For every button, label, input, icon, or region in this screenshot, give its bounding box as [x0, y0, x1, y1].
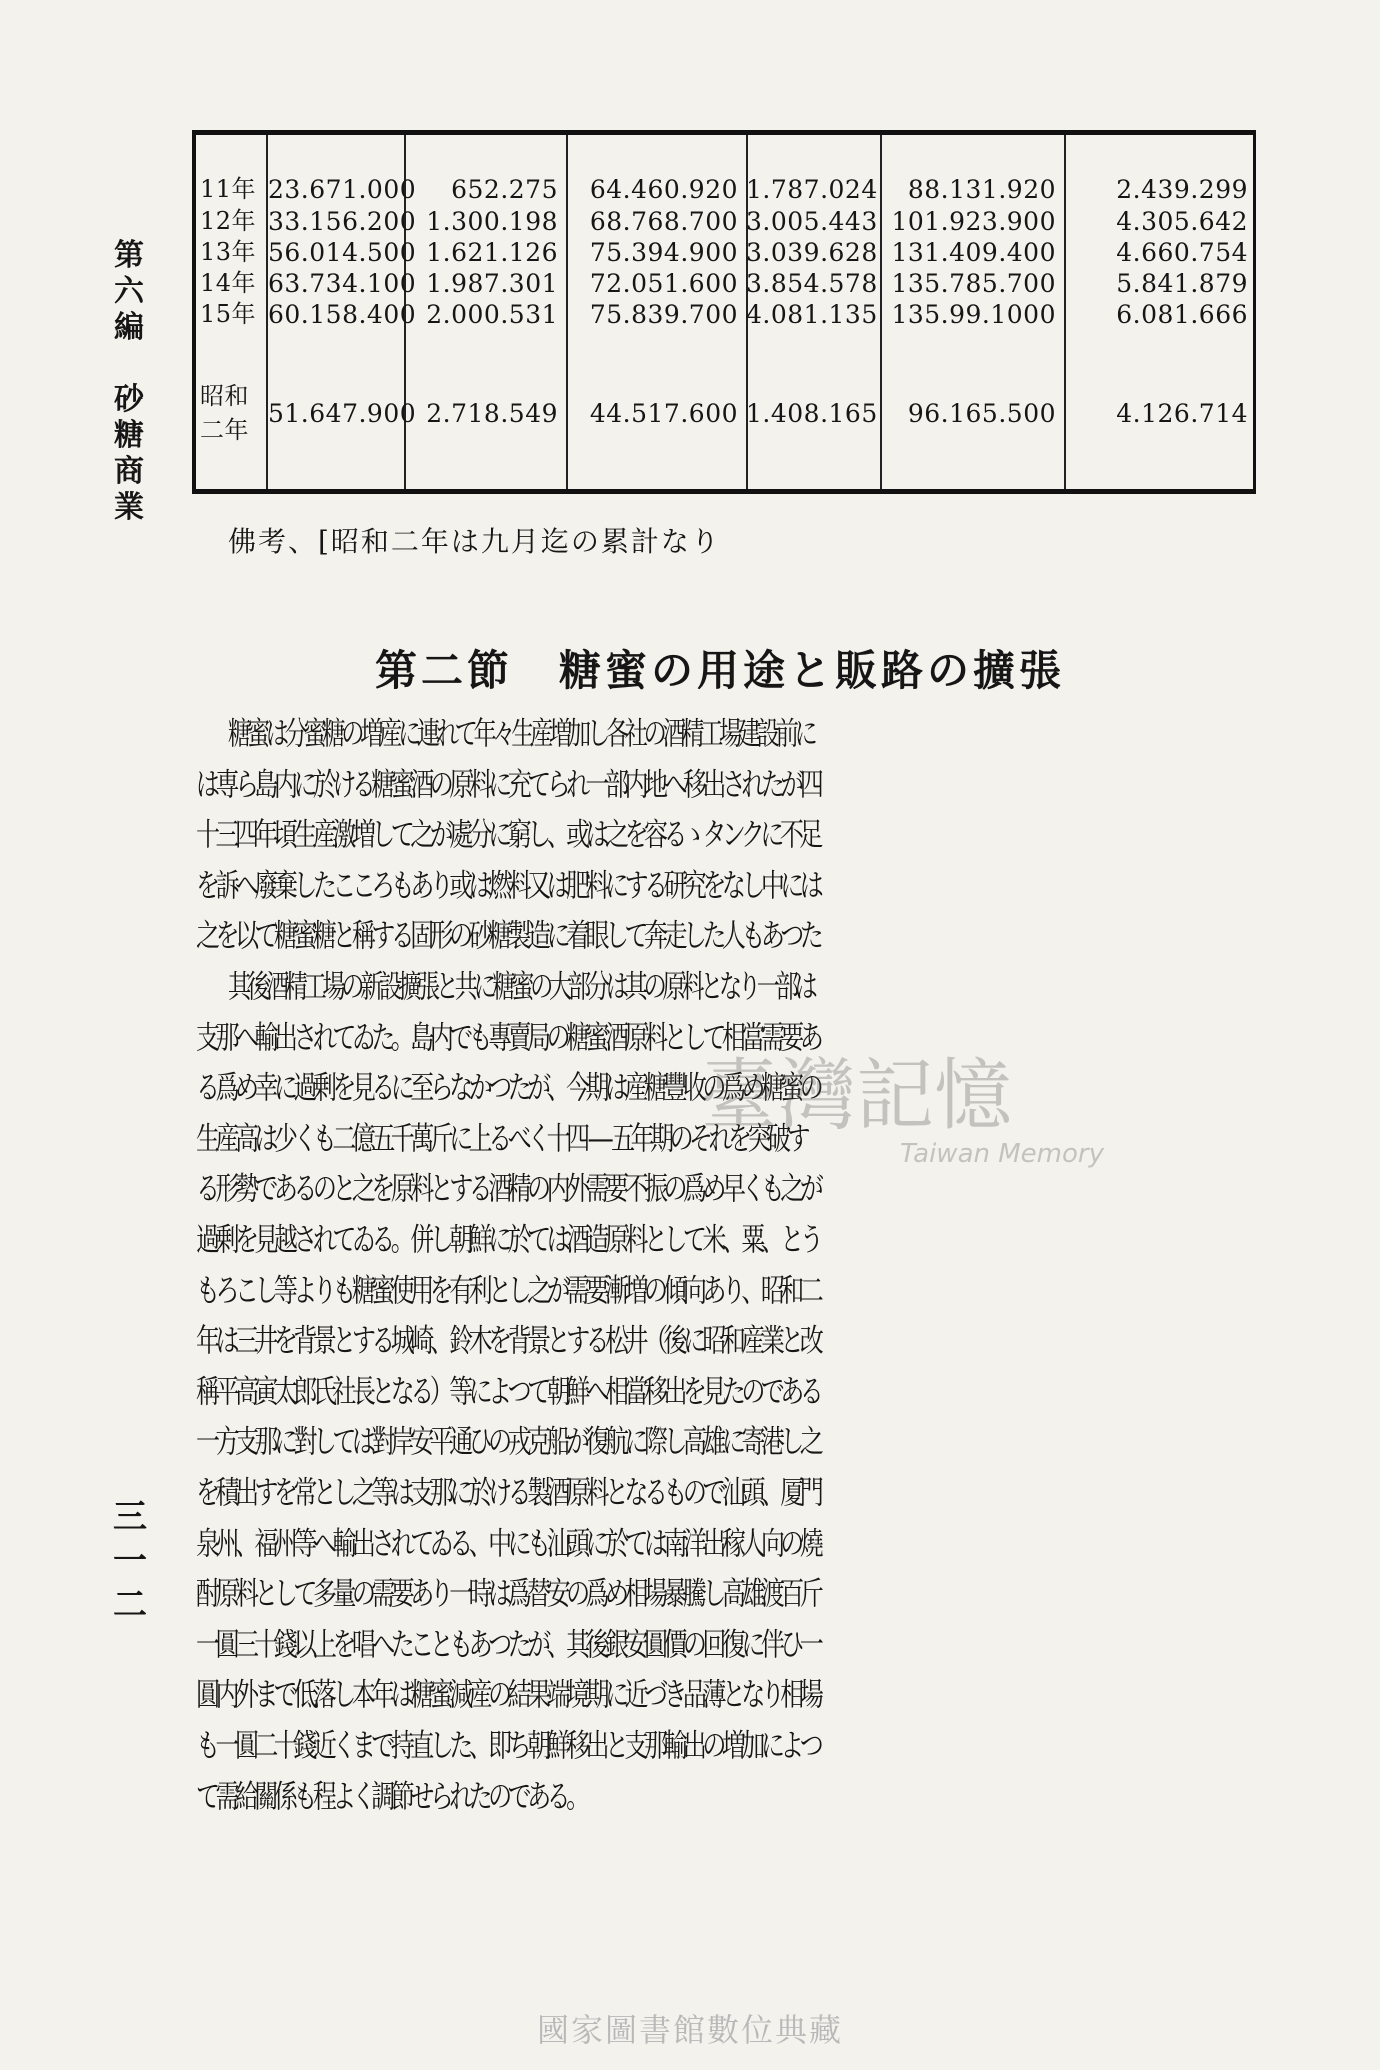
running-title-char: 砂: [114, 382, 144, 417]
body-line: 一圓三十錢以上を唱へたこともあつたが、其後銀安圓價の回復に伴ひ一: [196, 1626, 820, 1663]
body-line: 支那へ輸出されてゐた。島内でも專賣局の糖蜜酒原料として相當需要あ: [196, 1019, 820, 1056]
table-cell: 3.005.443: [746, 207, 878, 236]
running-title-char: 業: [114, 490, 144, 525]
body-line: る爲め幸に過剰を見るに至らなかつたが、今期は産糖豐收の爲め糖蜜の: [196, 1070, 820, 1107]
section-heading: [0, 638, 1380, 698]
table-row: [196, 379, 1253, 444]
table-cell: 6.081.666: [1116, 300, 1248, 329]
page-number: [112, 1495, 148, 1627]
table-cell: 1.300.198: [426, 207, 558, 236]
table-cell: 75.394.900: [589, 238, 738, 267]
table-cell: 2.000.531: [426, 300, 558, 329]
table-cell: 75.839.700: [589, 300, 738, 329]
body-line: 一方支那に對しては對岸安平通ひの戎克船が復航に際し高雄に寄港し之: [196, 1424, 820, 1461]
body-line: 之を以て糖蜜糖と稱する固形の砂糖製造に着眼して奔走した人もあつた: [196, 918, 820, 955]
table-cell: 2.439.299: [1116, 175, 1248, 204]
year-cell: 昭和二年: [200, 382, 249, 444]
watermark-sub: Taiwan Memory: [900, 1139, 1104, 1169]
body-line: 糖蜜は分蜜糖の増産に連れて年々生産増加し各社の酒精工場建設前に: [228, 716, 814, 752]
library-caption: 國家圖書館數位典藏: [536, 2011, 843, 2049]
body-line: て需給關係も程よく調節せられたのである。: [196, 1778, 586, 1815]
body-line: も一圓二十錢近くまで持直した、即ち朝鮮移出と支那輸出の増加によつ: [196, 1728, 820, 1764]
body-line: 十三四年頃生産激増して之が處分に窮し、或は之を容るゝタンクに不足: [196, 817, 819, 854]
running-title-char: 商: [114, 454, 144, 489]
running-title: [111, 238, 147, 526]
running-title-gap: [111, 346, 147, 382]
page-number-digit: 一: [113, 1541, 147, 1581]
table-cell: 135.785.700: [891, 269, 1056, 298]
running-title-char: 編: [114, 310, 144, 345]
watermark-main: 臺灣記憶: [700, 1051, 1013, 1141]
running-title-char: 六: [114, 274, 144, 309]
table-cell: 5.841.879: [1116, 269, 1248, 298]
table-cell: 1.621.126: [426, 238, 558, 267]
table-cell: 4.305.642: [1116, 207, 1248, 236]
body-line: 稱平高寅太郎氏社長となる）等によつて朝鮮へ相當移出を見たのである: [196, 1373, 820, 1410]
section-number: 第二節: [374, 646, 513, 695]
table-cell: 88.131.920: [907, 175, 1056, 204]
table-cell: 131.409.400: [891, 238, 1056, 267]
table-row: [196, 173, 1253, 206]
table-cell: 4.660.754: [1116, 238, 1248, 267]
section-title: 糖蜜の用途と販路の擴張: [559, 646, 1066, 695]
table-cell: 60.158.400: [268, 300, 417, 329]
body-line: を訴へ廢棄したこころもあり或は燃料又は肥料にする研究をなし中には: [196, 867, 820, 904]
table-cell: 135.99.1000: [891, 300, 1056, 329]
body-line: る形勢であるのと之を原料とする酒精の内外需要不振の爲め早くも之が: [196, 1171, 820, 1208]
year-cell: 13年: [200, 238, 257, 266]
body-line: 其後酒精工場の新設擴張と共に糖蜜の大部分は其の原料となり一部は: [228, 969, 814, 1005]
year-cell: 12年: [200, 207, 257, 235]
table-row: [196, 205, 1253, 238]
table-cell: 101.923.900: [891, 207, 1056, 236]
table-remark: 佛考、[昭和二年は九月迄の累計なり: [228, 525, 721, 558]
page-number-digit: 二: [113, 1585, 147, 1625]
body-line: 生産高は少くも二億五千萬斤に上るべく十四 ― 五年期のそれを突破す: [196, 1120, 806, 1157]
table-cell: 2.718.549: [426, 399, 558, 428]
table-cell: 652.275: [451, 175, 558, 204]
body-line: 泉州、福州等へ輸出されてゐる、中にも汕頭に於ては南洋出稼人向の燒: [196, 1525, 820, 1562]
body-line: を積出すを常とし之等は支那に於ける製酒原料となるもので汕頭、厦門: [196, 1475, 820, 1511]
table-cell: 96.165.500: [907, 399, 1056, 428]
table-cell: 64.460.920: [589, 175, 738, 204]
table-cell: 1.987.301: [426, 269, 558, 298]
taiwan-memory-watermark: [690, 1050, 1130, 1170]
body-line: もろこし等よりも糖蜜使用を有利とし之が需要漸増の傾向あり、昭和二: [196, 1272, 820, 1309]
table-row: [196, 236, 1253, 269]
body-line: 圓内外まで低落し本年は糖蜜減産の結果端境期に近づき品薄となり相場: [196, 1677, 820, 1714]
table-cell: 68.768.700: [589, 207, 738, 236]
statistics-table: [192, 130, 1256, 494]
table-cell: 4.081.135: [746, 300, 878, 329]
table-row: [196, 267, 1253, 300]
table-cell: 56.014.500: [268, 238, 417, 267]
table-row: [196, 298, 1253, 331]
table-cell: 51.647.900: [268, 399, 417, 428]
table-cell: 63.734.100: [268, 269, 417, 298]
year-cell: 15年: [200, 300, 257, 328]
body-line: 年は三井を背景とする城崎、鈴木を背景とする松井（後に昭和産業と改: [196, 1323, 820, 1360]
table-cell: 1.408.165: [746, 399, 878, 428]
page-number-digit: 三: [113, 1497, 147, 1537]
table-cell: 3.039.628: [746, 238, 878, 267]
table-cell: 33.156.200: [268, 207, 417, 236]
running-title-char: 第: [114, 238, 144, 273]
table-cell: 4.126.714: [1116, 399, 1248, 428]
year-cell: 11年: [200, 175, 257, 203]
table-cell: 44.517.600: [589, 399, 738, 428]
body-line: 酎原料として多量の需要あり一時は爲替安の爲め相場暴騰し高雄渡百斤: [196, 1576, 820, 1613]
body-line: 過剰を見越されてゐる。併し朝鮮に於ては酒造原料として米、粟、とう: [196, 1222, 820, 1258]
year-cell: 14年: [200, 269, 257, 297]
table-cell: 23.671.000: [268, 175, 417, 204]
table-cell: 72.051.600: [589, 269, 738, 298]
running-title-char: 糖: [114, 418, 144, 453]
table-cell: 3.854.578: [746, 269, 878, 298]
body-line: は専ら島内に於ける糖蜜酒の原料に充てられ一部内地へ移出されたが四: [196, 766, 820, 803]
table-cell: 1.787.024: [746, 175, 878, 204]
